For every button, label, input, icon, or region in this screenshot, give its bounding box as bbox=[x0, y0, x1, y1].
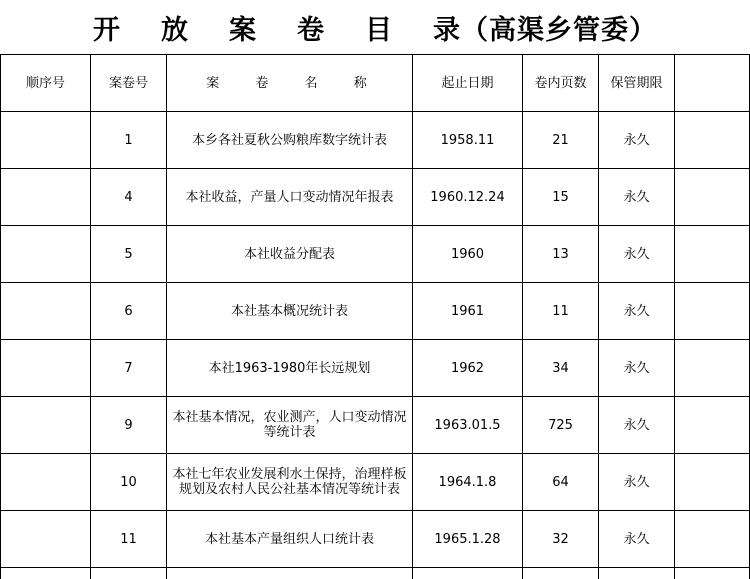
title-char-4: 卷 bbox=[297, 8, 325, 47]
table-row bbox=[1, 226, 750, 283]
cell-retention[interactable]: 永久 bbox=[599, 226, 675, 283]
cell-volume-no[interactable]: 11 bbox=[91, 511, 167, 568]
cell-seq[interactable] bbox=[1, 226, 91, 283]
cell-name[interactable]: 本社七年农业发展利水土保持，治理样板规划及农村人民公社基本情况等统计表 bbox=[167, 454, 413, 511]
cell-extra[interactable] bbox=[675, 454, 750, 511]
cell-pages[interactable]: 21 bbox=[523, 112, 599, 169]
cell-date[interactable]: 1961 bbox=[413, 283, 523, 340]
cell-extra[interactable] bbox=[675, 226, 750, 283]
cell-pages[interactable]: 64 bbox=[523, 454, 599, 511]
table-row bbox=[1, 169, 750, 226]
title-char-3: 案 bbox=[229, 8, 257, 47]
cell-pages[interactable]: 34 bbox=[523, 340, 599, 397]
cell-name[interactable]: 本乡各社夏秋公购粮库数字统计表 bbox=[167, 112, 413, 169]
cell-pages[interactable]: 15 bbox=[523, 169, 599, 226]
header-extra[interactable] bbox=[675, 55, 750, 112]
cell-retention[interactable]: 永久 bbox=[599, 397, 675, 454]
cell-volume-no[interactable]: 6 bbox=[91, 283, 167, 340]
cell-seq[interactable] bbox=[1, 340, 91, 397]
cell-pages[interactable]: 11 bbox=[523, 283, 599, 340]
cell-volume-no[interactable]: 7 bbox=[91, 340, 167, 397]
cell-empty[interactable] bbox=[675, 568, 750, 579]
cell-name[interactable]: 本社1963-1980年长远规划 bbox=[167, 340, 413, 397]
cell-retention[interactable]: 永久 bbox=[599, 112, 675, 169]
cell-date[interactable]: 1964.1.8 bbox=[413, 454, 523, 511]
cell-extra[interactable] bbox=[675, 112, 750, 169]
table-row bbox=[1, 454, 750, 511]
cell-name[interactable]: 本社基本情况，农业测产，人口变动情况等统计表 bbox=[167, 397, 413, 454]
cell-seq[interactable] bbox=[1, 397, 91, 454]
cell-seq[interactable] bbox=[1, 283, 91, 340]
cell-seq[interactable] bbox=[1, 511, 91, 568]
header-pages[interactable]: 卷内页数 bbox=[523, 55, 599, 112]
header-seq[interactable]: 顺序号 bbox=[1, 55, 91, 112]
cell-date[interactable]: 1960 bbox=[413, 226, 523, 283]
cell-extra[interactable] bbox=[675, 169, 750, 226]
cell-extra[interactable] bbox=[675, 511, 750, 568]
cell-volume-no[interactable]: 9 bbox=[91, 397, 167, 454]
page-title bbox=[0, 0, 750, 54]
cell-retention[interactable]: 永久 bbox=[599, 340, 675, 397]
cell-date[interactable]: 1962 bbox=[413, 340, 523, 397]
table-row bbox=[1, 397, 750, 454]
cell-empty[interactable] bbox=[91, 568, 167, 579]
title-char-5: 目 bbox=[365, 8, 393, 47]
cell-empty[interactable] bbox=[413, 568, 523, 579]
cell-empty[interactable] bbox=[599, 568, 675, 579]
catalog-table bbox=[0, 54, 750, 579]
cell-extra[interactable] bbox=[675, 340, 750, 397]
cell-date[interactable]: 1963.01.5 bbox=[413, 397, 523, 454]
cell-seq[interactable] bbox=[1, 169, 91, 226]
header-retention[interactable]: 保管期限 bbox=[599, 55, 675, 112]
cell-pages[interactable]: 32 bbox=[523, 511, 599, 568]
cell-date[interactable]: 1965.1.28 bbox=[413, 511, 523, 568]
table-row bbox=[1, 112, 750, 169]
cell-pages[interactable]: 13 bbox=[523, 226, 599, 283]
cell-seq[interactable] bbox=[1, 112, 91, 169]
header-volume-no[interactable]: 案卷号 bbox=[91, 55, 167, 112]
cell-retention[interactable]: 永久 bbox=[599, 169, 675, 226]
header-date[interactable]: 起止日期 bbox=[413, 55, 523, 112]
cell-extra[interactable] bbox=[675, 397, 750, 454]
cell-date[interactable]: 1958.11 bbox=[413, 112, 523, 169]
cell-retention[interactable]: 永久 bbox=[599, 511, 675, 568]
cell-volume-no[interactable]: 10 bbox=[91, 454, 167, 511]
cell-name[interactable]: 本社收益分配表 bbox=[167, 226, 413, 283]
cell-volume-no[interactable]: 5 bbox=[91, 226, 167, 283]
header-row bbox=[1, 55, 750, 112]
table-row bbox=[1, 283, 750, 340]
cell-pages[interactable]: 725 bbox=[523, 397, 599, 454]
table-row-partial bbox=[1, 568, 750, 579]
title-char-2: 放 bbox=[161, 8, 189, 47]
cell-empty[interactable] bbox=[167, 568, 413, 579]
cell-volume-no[interactable]: 1 bbox=[91, 112, 167, 169]
cell-empty[interactable] bbox=[1, 568, 91, 579]
header-name[interactable]: 案 卷 名 称 bbox=[167, 55, 413, 112]
table-row bbox=[1, 340, 750, 397]
title-char-1: 开 bbox=[93, 8, 121, 47]
cell-name[interactable]: 本社基本产量组织人口统计表 bbox=[167, 511, 413, 568]
cell-empty[interactable] bbox=[523, 568, 599, 579]
table-row bbox=[1, 511, 750, 568]
cell-retention[interactable]: 永久 bbox=[599, 283, 675, 340]
title-char-6: 录（高渠乡管委） bbox=[433, 8, 657, 47]
cell-name[interactable]: 本社收益，产量人口变动情况年报表 bbox=[167, 169, 413, 226]
cell-extra[interactable] bbox=[675, 283, 750, 340]
cell-volume-no[interactable]: 4 bbox=[91, 169, 167, 226]
cell-retention[interactable]: 永久 bbox=[599, 454, 675, 511]
cell-seq[interactable] bbox=[1, 454, 91, 511]
cell-name[interactable]: 本社基本概况统计表 bbox=[167, 283, 413, 340]
cell-date[interactable]: 1960.12.24 bbox=[413, 169, 523, 226]
